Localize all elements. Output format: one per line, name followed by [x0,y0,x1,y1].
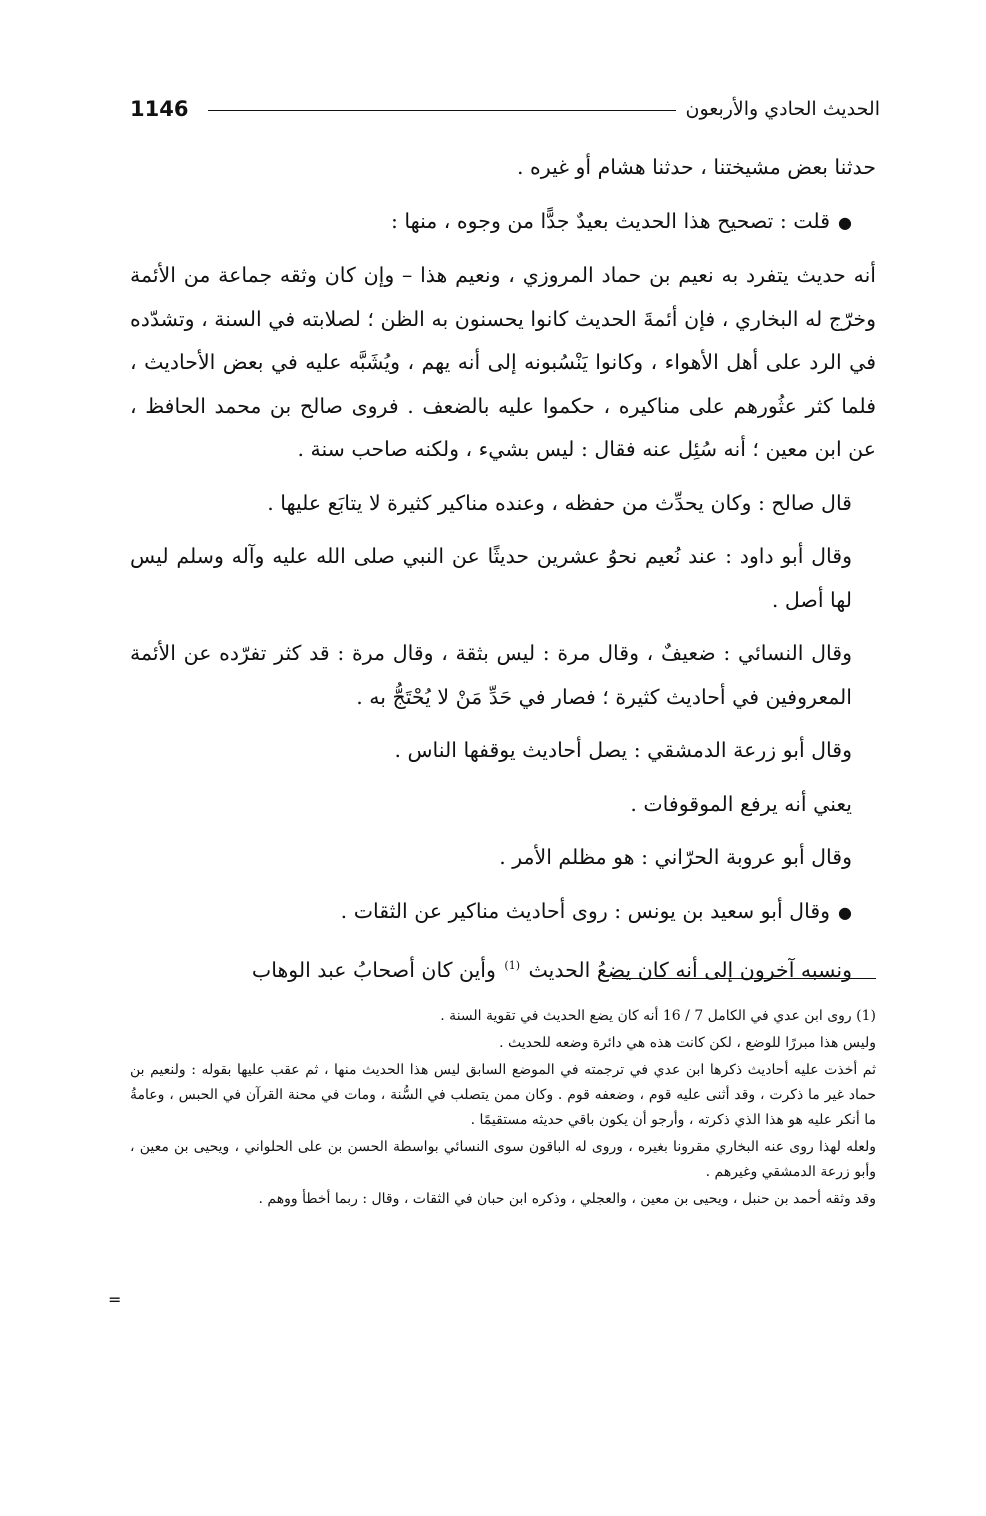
running-title: الحديث الحادي والأربعون [685,98,880,120]
paragraph [130,890,876,935]
main-text [130,146,876,1002]
footnote: (1) روى ابن عدي في الكامل 7 / 16 أنه كان يضع الحديث في تقوية السنة . [440,1008,876,1024]
footnote: ثم أخذت عليه أحاديث ذكرها ابن عدي في ترجمته في الموضع السابق ليس هذا الحديث منها ، ثم عقب عليها بقوله : ولنعيم بن حماد غير ما ذكرت ، وقد أثنى عليه قوم ، وضعفه قوم . وكان ممن يتصلب في السُّنة ، ومات في محنة القرآن في الحبس ، وعامةُ ما أنكر عليه هو هذا الذي ذكرته ، وأرجو أن يكون باقي حديثه مستقيمًا . [130,1062,876,1128]
bullet-icon: ● [838,212,852,232]
paragraph-text: وقال أبو سعيد بن يونس : روى أحاديث مناكير عن الثقات . [340,898,831,923]
footnotes [130,1004,876,1214]
paragraph: قال صالح : وكان يحدِّث من حفظه ، وعنده مناكير كثيرة لا يتابَع عليها . [267,490,852,515]
paragraph: حدثنا بعض مشيختنا ، حدثنا هشام أو غيره . [516,155,876,179]
footnote: ولعله لهذا روى عنه البخاري مقرونا بغيره ، وروى له الباقون سوى النسائي بواسطة الحسن بن على الحلواني ، ويحيى بن معين ، وأبو زرعة الدمشقي وغيرهم . [130,1139,876,1180]
page-header [130,92,880,126]
paragraph: وقال أبو زرعة الدمشقي : يصل أحاديث يوقفها الناس . [394,738,852,762]
footnote-reference[interactable]: (1) [504,959,521,972]
bullet-icon: ● [838,902,852,922]
paragraph-text: وأين كان أصحابُ عبد الوهاب [251,957,496,982]
continuation-mark: = [108,1290,122,1309]
paragraph-text: قلت : تصحيح هذا الحديث بعيدٌ جدًّا من وجوه ، منها : [391,208,831,233]
paragraph [130,944,876,992]
footnote: وليس هذا مبررًا للوضع ، لكن كانت هذه هي دائرة وضعه للحديث . [499,1035,876,1051]
paragraph [130,200,876,245]
paragraph-text: ونسبه آخرون إلى أنه كان يضعُ الحديث [528,957,852,982]
paragraph: وقال أبو داود : عند نُعيم نحوُ عشرين حديثًا عن النبي صلى الله عليه وآله وسلم ليس لها أصل . [130,544,852,612]
paragraph: وقال النسائي : ضعيفٌ ، وقال مرة : ليس بثقة ، وقال مرة : قد كثر تفرّده عن الأئمة المعروفين في أحاديث كثيرة ؛ فصار في حَدِّ مَنْ لا يُحْتَجُّ به . [130,641,852,709]
paragraph: وقال أبو عروبة الحرّاني : هو مظلم الأمر . [499,845,852,869]
footnote-divider [612,978,876,979]
paragraph: يعني أنه يرفع الموقوفات . [630,791,852,816]
footnote: وقد وثقه أحمد بن حنبل ، ويحيى بن معين ، والعجلي ، وذكره ابن حبان في الثقات ، وقال : ربما أخطأ ووهم . [258,1191,876,1207]
paragraph: أنه حديث يتفرد به نعيم بن حماد المروزي ، ونعيم هذا – وإن كان وثقه جماعة من الأئمة وخرّج له البخاري ، فإن أئمةَ الحديث كانوا يحسنون به الظن ؛ لصلابته في السنة ، وتشدّده في الرد على أهل الأهواء ، وكانوا يَنْسُبونه إلى أنه يهم ، ويُشَبَّه عليه في بعض الأحاديث ، فلما كثر عثُورهم على مناكيره ، حكموا عليه بالضعف . فروى صالح بن محمد الحافظ ، عن ابن معين ؛ أنه سُئِل عنه فقال : ليس بشيء ، ولكنه صاحب سنة . [130,263,876,461]
header-rule [208,110,675,111]
page-number: 1146 [130,97,189,121]
